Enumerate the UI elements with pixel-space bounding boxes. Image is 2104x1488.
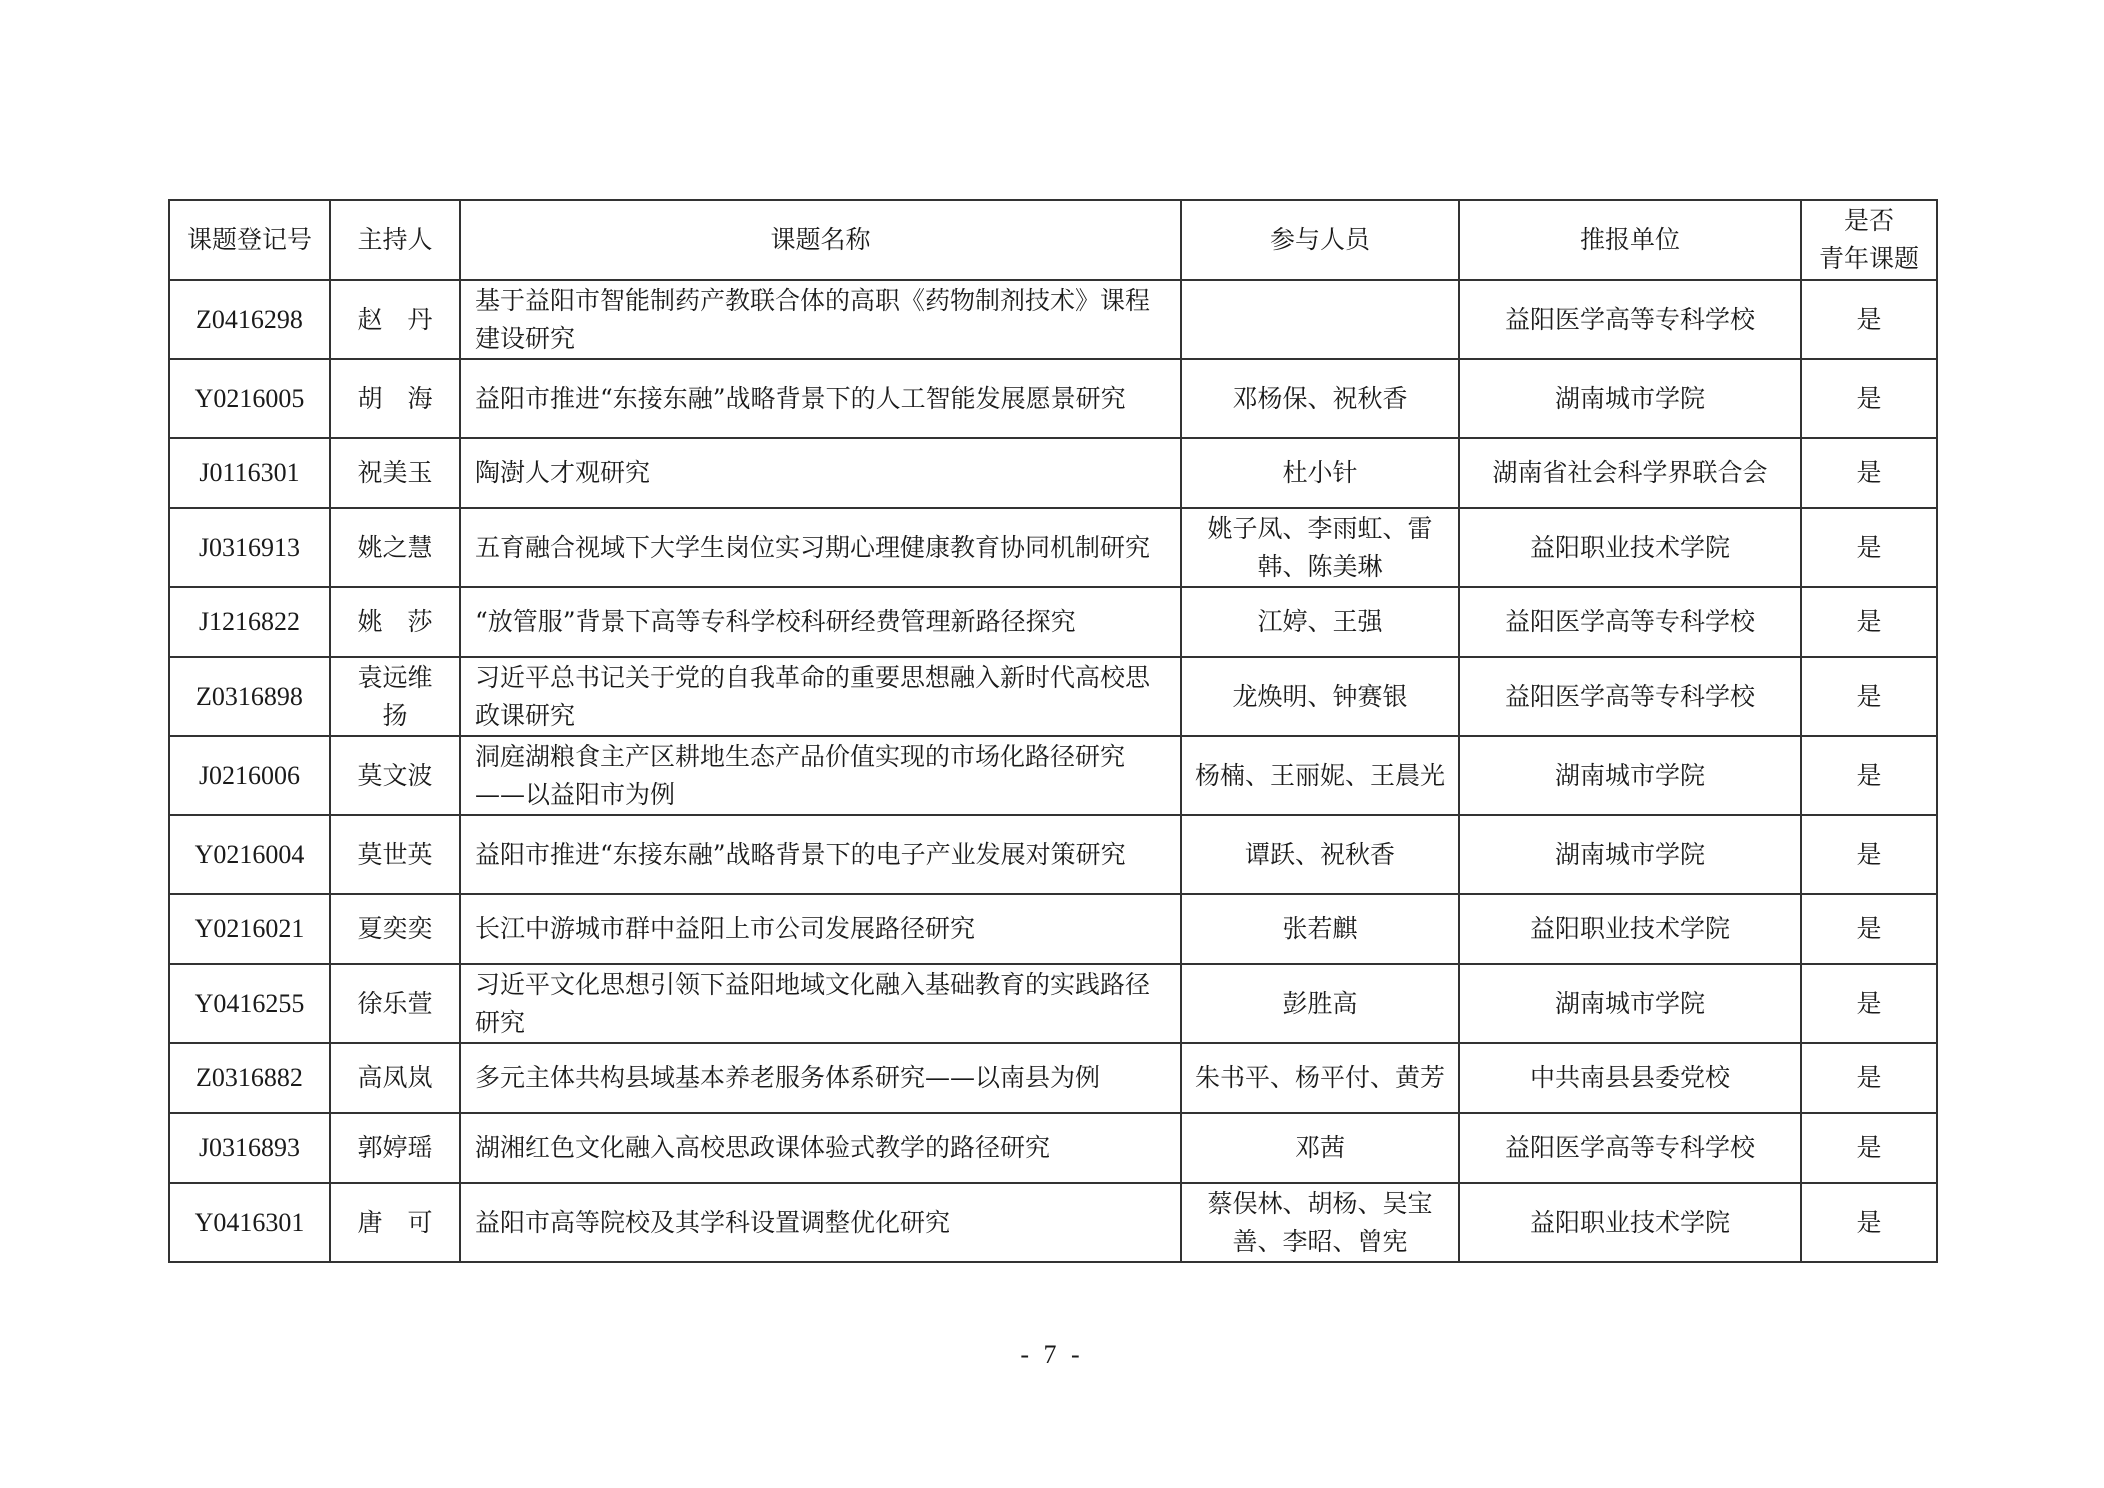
row-members: 龙焕明、钟赛银 bbox=[1181, 657, 1459, 736]
row-code: Y0416301 bbox=[169, 1183, 330, 1262]
row-title: “放管服”背景下高等专科学校科研经费管理新路径探究 bbox=[460, 587, 1181, 657]
row-code: Z0416298 bbox=[169, 280, 330, 359]
table-row bbox=[169, 438, 1937, 508]
row-host: 祝美玉 bbox=[330, 438, 460, 508]
row-unit: 湖南城市学院 bbox=[1459, 736, 1801, 815]
row-code: J0216006 bbox=[169, 736, 330, 815]
row-members bbox=[1181, 280, 1459, 359]
row-unit: 益阳职业技术学院 bbox=[1459, 508, 1801, 587]
header-title: 课题名称 bbox=[460, 200, 1181, 280]
row-host: 赵 丹 bbox=[330, 280, 460, 359]
row-youth: 是 bbox=[1801, 657, 1937, 736]
header-youth: 是否 青年课题 bbox=[1801, 200, 1937, 280]
row-youth: 是 bbox=[1801, 587, 1937, 657]
row-host: 唐 可 bbox=[330, 1183, 460, 1262]
row-members: 彭胜高 bbox=[1181, 964, 1459, 1043]
row-youth: 是 bbox=[1801, 1043, 1937, 1113]
row-host: 姚 莎 bbox=[330, 587, 460, 657]
row-unit: 湖南城市学院 bbox=[1459, 815, 1801, 894]
row-code: Z0316882 bbox=[169, 1043, 330, 1113]
row-unit: 湖南城市学院 bbox=[1459, 359, 1801, 438]
row-youth: 是 bbox=[1801, 964, 1937, 1043]
table-row bbox=[169, 508, 1937, 587]
row-code: Y0216005 bbox=[169, 359, 330, 438]
table-row bbox=[169, 1113, 1937, 1183]
row-unit: 益阳医学高等专科学校 bbox=[1459, 280, 1801, 359]
row-host: 徐乐萱 bbox=[330, 964, 460, 1043]
row-code: J0316913 bbox=[169, 508, 330, 587]
row-youth: 是 bbox=[1801, 894, 1937, 964]
row-unit: 中共南县县委党校 bbox=[1459, 1043, 1801, 1113]
row-unit: 益阳医学高等专科学校 bbox=[1459, 657, 1801, 736]
row-code: Y0416255 bbox=[169, 964, 330, 1043]
row-host: 姚之慧 bbox=[330, 508, 460, 587]
row-unit: 湖南省社会科学界联合会 bbox=[1459, 438, 1801, 508]
row-host: 袁远维扬 bbox=[330, 657, 460, 736]
row-youth: 是 bbox=[1801, 1183, 1937, 1262]
row-youth: 是 bbox=[1801, 359, 1937, 438]
row-code: Y0216004 bbox=[169, 815, 330, 894]
row-host: 莫文波 bbox=[330, 736, 460, 815]
row-host: 莫世英 bbox=[330, 815, 460, 894]
row-members: 杜小针 bbox=[1181, 438, 1459, 508]
row-code: Z0316898 bbox=[169, 657, 330, 736]
row-unit: 益阳职业技术学院 bbox=[1459, 894, 1801, 964]
row-members: 蔡俣林、胡杨、吴宝善、李昭、曾宪 bbox=[1181, 1183, 1459, 1262]
row-title: 习近平总书记关于党的自我革命的重要思想融入新时代高校思政课研究 bbox=[460, 657, 1181, 736]
row-youth: 是 bbox=[1801, 438, 1937, 508]
row-title: 五育融合视域下大学生岗位实习期心理健康教育协同机制研究 bbox=[460, 508, 1181, 587]
row-title: 陶澍人才观研究 bbox=[460, 438, 1181, 508]
row-members: 江婷、王强 bbox=[1181, 587, 1459, 657]
table-row bbox=[169, 736, 1937, 815]
table-row bbox=[169, 815, 1937, 894]
row-title: 益阳市推进“东接东融”战略背景下的电子产业发展对策研究 bbox=[460, 815, 1181, 894]
row-code: J1216822 bbox=[169, 587, 330, 657]
row-unit: 益阳职业技术学院 bbox=[1459, 1183, 1801, 1262]
table-row bbox=[169, 964, 1937, 1043]
table-header-row bbox=[169, 200, 1937, 280]
table-row bbox=[169, 280, 1937, 359]
row-youth: 是 bbox=[1801, 280, 1937, 359]
row-members: 姚子凤、李雨虹、雷韩、陈美琳 bbox=[1181, 508, 1459, 587]
table-row bbox=[169, 894, 1937, 964]
row-code: Y0216021 bbox=[169, 894, 330, 964]
row-title: 多元主体共构县域基本养老服务体系研究——以南县为例 bbox=[460, 1043, 1181, 1113]
row-youth: 是 bbox=[1801, 815, 1937, 894]
table-row bbox=[169, 657, 1937, 736]
row-host: 夏奕奕 bbox=[330, 894, 460, 964]
row-title: 基于益阳市智能制药产教联合体的高职《药物制剂技术》课程建设研究 bbox=[460, 280, 1181, 359]
row-youth: 是 bbox=[1801, 508, 1937, 587]
page-number: - 7 - bbox=[1020, 1340, 1084, 1369]
row-host: 胡 海 bbox=[330, 359, 460, 438]
table-row bbox=[169, 587, 1937, 657]
row-title: 益阳市推进“东接东融”战略背景下的人工智能发展愿景研究 bbox=[460, 359, 1181, 438]
row-title: 益阳市高等院校及其学科设置调整优化研究 bbox=[460, 1183, 1181, 1262]
row-members: 邓茜 bbox=[1181, 1113, 1459, 1183]
row-members: 张若麒 bbox=[1181, 894, 1459, 964]
table-row bbox=[169, 1043, 1937, 1113]
row-title: 习近平文化思想引领下益阳地域文化融入基础教育的实践路径研究 bbox=[460, 964, 1181, 1043]
row-members: 杨楠、王丽妮、王晨光 bbox=[1181, 736, 1459, 815]
row-members: 邓杨保、祝秋香 bbox=[1181, 359, 1459, 438]
row-unit: 益阳医学高等专科学校 bbox=[1459, 587, 1801, 657]
header-unit: 推报单位 bbox=[1459, 200, 1801, 280]
row-host: 郭婷瑶 bbox=[330, 1113, 460, 1183]
row-unit: 益阳医学高等专科学校 bbox=[1459, 1113, 1801, 1183]
project-table bbox=[168, 199, 1938, 1263]
row-members: 谭跃、祝秋香 bbox=[1181, 815, 1459, 894]
header-host: 主持人 bbox=[330, 200, 460, 280]
row-title: 湖湘红色文化融入高校思政课体验式教学的路径研究 bbox=[460, 1113, 1181, 1183]
row-title: 长江中游城市群中益阳上市公司发展路径研究 bbox=[460, 894, 1181, 964]
row-title: 洞庭湖粮食主产区耕地生态产品价值实现的市场化路径研究——以益阳市为例 bbox=[460, 736, 1181, 815]
header-code: 课题登记号 bbox=[169, 200, 330, 280]
row-host: 高凤岚 bbox=[330, 1043, 460, 1113]
table-row bbox=[169, 1183, 1937, 1262]
row-youth: 是 bbox=[1801, 736, 1937, 815]
row-unit: 湖南城市学院 bbox=[1459, 964, 1801, 1043]
row-members: 朱书平、杨平付、黄芳 bbox=[1181, 1043, 1459, 1113]
table-row bbox=[169, 359, 1937, 438]
row-code: J0116301 bbox=[169, 438, 330, 508]
header-members: 参与人员 bbox=[1181, 200, 1459, 280]
row-youth: 是 bbox=[1801, 1113, 1937, 1183]
row-code: J0316893 bbox=[169, 1113, 330, 1183]
